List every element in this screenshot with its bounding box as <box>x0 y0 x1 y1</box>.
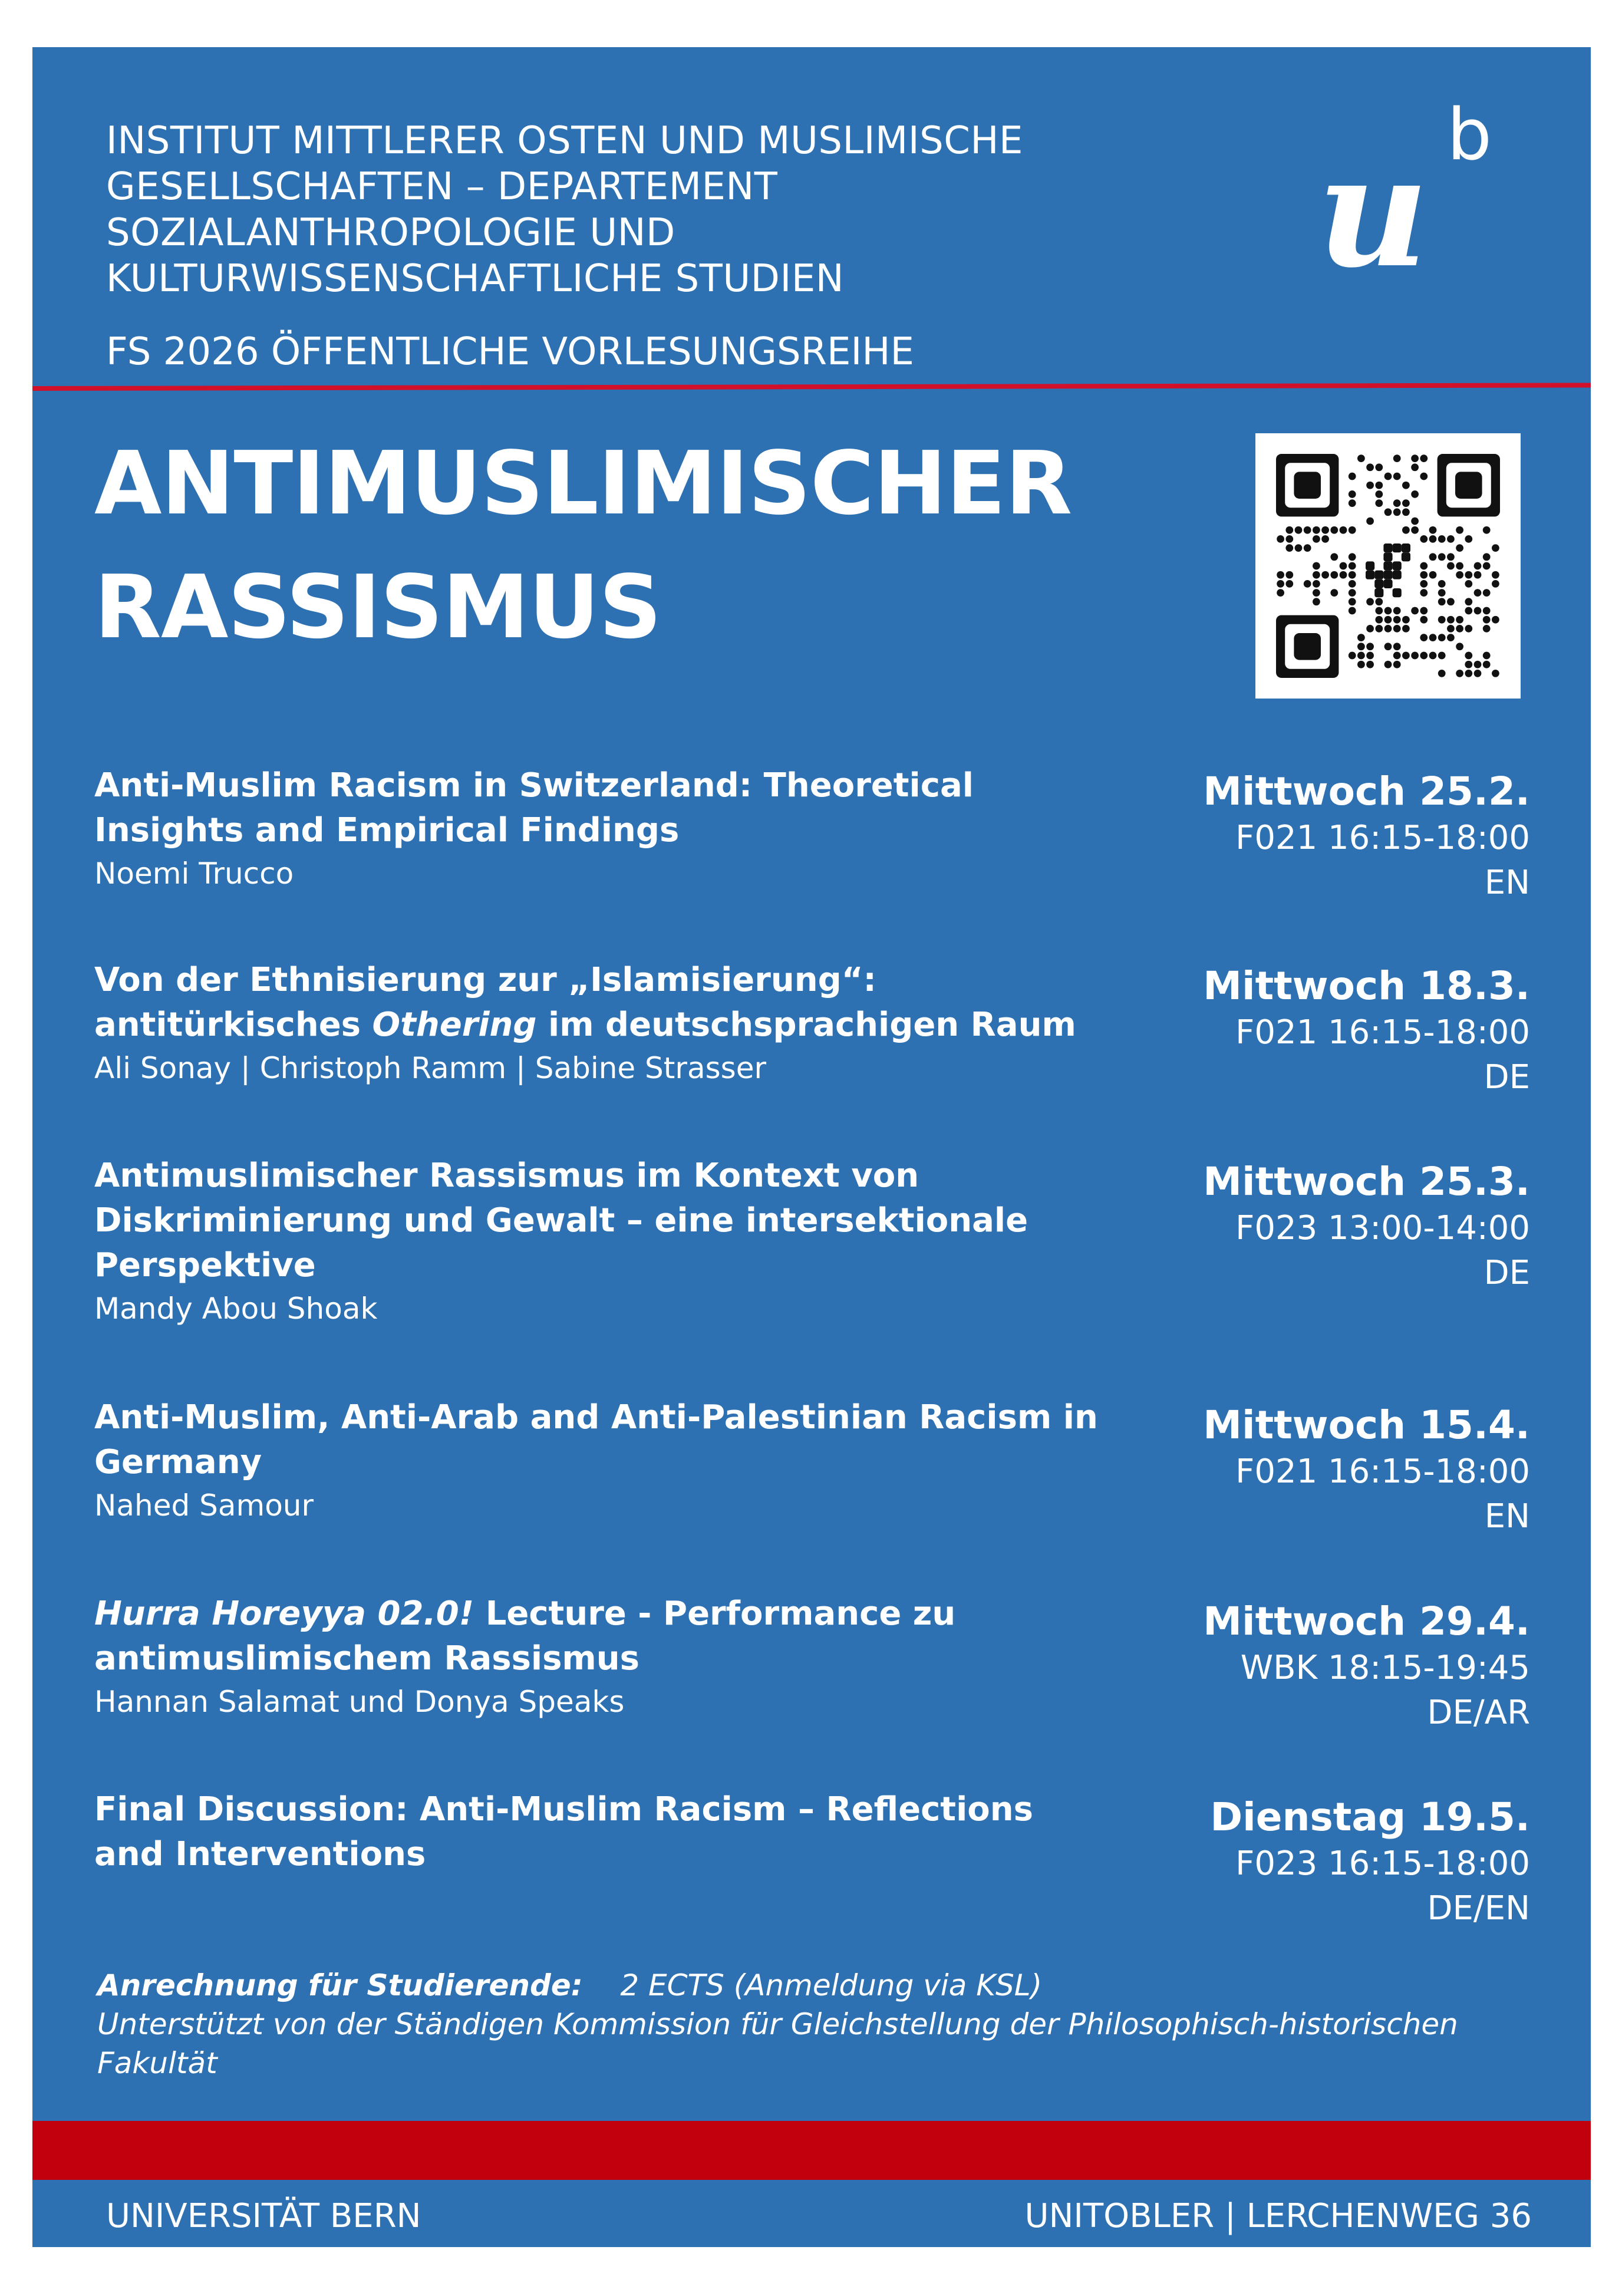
event-title-line: Insights and Empirical Findings <box>94 811 680 849</box>
event-title-line: and Interventions <box>94 1835 426 1873</box>
event-date <box>1117 1401 1530 1539</box>
university-bern-logo <box>1317 94 1512 302</box>
event-language: EN <box>1484 1497 1530 1536</box>
event-title-line: Anti-Muslim, Anti-Arab and Anti-Palestinian Racism in <box>94 1398 1098 1437</box>
event-item <box>94 958 1096 1089</box>
event-day: Mittwoch 29.4. <box>1203 1599 1530 1644</box>
page-title <box>94 421 1072 669</box>
event-day: Mittwoch 25.2. <box>1203 769 1530 814</box>
event-speakers: Ali Sonay | Christoph Ramm | Sabine Strasser <box>94 1051 767 1085</box>
event-title <box>94 1787 1096 1877</box>
event-title <box>94 763 1096 853</box>
event-date <box>1117 1158 1530 1296</box>
event-item <box>94 1395 1096 1526</box>
event-speakers: Mandy Abou Shoak <box>94 1292 378 1326</box>
event-item <box>94 763 1096 894</box>
event-title-line: Antimuslimischer Rassismus im Kontext von <box>94 1157 919 1195</box>
event-title <box>94 1592 1096 1681</box>
event-title-line: antimuslimischem Rassismus <box>94 1639 639 1678</box>
ects-label: Anrechnung für Studierende: <box>97 1968 583 2002</box>
event-room-time: F021 16:15-18:00 <box>1235 1013 1530 1052</box>
credit-note <box>97 1966 1541 2083</box>
event-speakers: Hannan Salamat und Donya Speaks <box>94 1685 625 1719</box>
institute-line: GESELLSCHAFTEN – DEPARTEMENT <box>106 165 778 209</box>
event-room-time: F023 16:15-18:00 <box>1235 1844 1530 1883</box>
title-line: RASSISMUS <box>94 556 661 658</box>
event-language: DE/EN <box>1427 1889 1530 1928</box>
event-title-line: antitürkisches Othering im deutschsprachigen Raum <box>94 1006 1076 1044</box>
logo-letter: u <box>1317 122 1429 302</box>
italic-term: Hurra Horeyya 02.0! <box>94 1595 474 1633</box>
institute-line: KULTURWISSENSCHAFTLICHE STUDIEN <box>106 257 845 301</box>
footer-address: UNITOBLER | LERCHENWEG 36 <box>1024 2197 1532 2235</box>
event-speakers: Noemi Trucco <box>94 857 294 891</box>
poster <box>32 47 1591 2247</box>
event-room-time: F021 16:15-18:00 <box>1235 1452 1530 1491</box>
event-room-time: WBK 18:15-19:45 <box>1240 1649 1530 1687</box>
footer-red-bar <box>32 2121 1591 2180</box>
ects-line <box>97 1966 1541 2005</box>
lecture-series-label: FS 2026 ÖFFENTLICHE VORLESUNGSREIHE <box>106 330 914 374</box>
event-date <box>1117 1597 1530 1735</box>
event-room-time: F023 13:00-14:00 <box>1235 1209 1530 1247</box>
event-date <box>1117 1793 1530 1931</box>
logo-superscript: b <box>1447 94 1492 176</box>
event-day: Dienstag 19.5. <box>1210 1794 1530 1840</box>
institute-name <box>106 118 1226 302</box>
event-item <box>94 1787 1096 1877</box>
event-item <box>94 1592 1096 1722</box>
support-line: Unterstützt von der Ständigen Kommission für Gleichstellung der Philosophisch-historischen Fakultät <box>97 2007 1458 2080</box>
event-title <box>94 1395 1096 1485</box>
title-line: ANTIMUSLIMISCHER <box>94 433 1072 534</box>
event-title-line: Hurra Horeyya 02.0! Lecture - Performance zu <box>94 1595 956 1633</box>
event-language: EN <box>1484 864 1530 902</box>
qr-code-with-dinosaur-icon <box>1276 454 1500 678</box>
event-date <box>1117 962 1530 1100</box>
ects-value: 2 ECTS (Anmeldung via KSL) <box>620 1968 1043 2002</box>
qr-code[interactable] <box>1255 433 1521 699</box>
event-title-line: Germany <box>94 1443 262 1481</box>
event-speakers: Nahed Samour <box>94 1488 314 1523</box>
event-day: Mittwoch 15.4. <box>1203 1402 1530 1448</box>
event-language: DE <box>1483 1058 1530 1096</box>
institute-line: INSTITUT MITTLERER OSTEN UND MUSLIMISCHE <box>106 119 1023 163</box>
event-title <box>94 1154 1096 1288</box>
italic-term: Othering <box>372 1006 537 1044</box>
event-title-line: Final Discussion: Anti-Muslim Racism – Reflections <box>94 1790 1033 1829</box>
event-day: Mittwoch 18.3. <box>1203 963 1530 1009</box>
event-title-line: Anti-Muslim Racism in Switzerland: Theoretical <box>94 766 974 805</box>
event-language: DE/AR <box>1427 1694 1530 1732</box>
footer-university: UNIVERSITÄT BERN <box>106 2197 421 2235</box>
event-title-line: Diskriminierung und Gewalt – eine intersektionale <box>94 1201 1028 1240</box>
event-title-line: Von der Ethnisierung zur „Islamisierung“: <box>94 961 876 999</box>
event-date <box>1117 767 1530 905</box>
event-item <box>94 1154 1096 1329</box>
header-divider <box>32 383 1591 391</box>
institute-line: SOZIALANTHROPOLOGIE UND <box>106 211 675 255</box>
event-language: DE <box>1483 1254 1530 1292</box>
event-title-line: Perspektive <box>94 1246 316 1284</box>
event-title <box>94 958 1096 1047</box>
event-room-time: F021 16:15-18:00 <box>1235 819 1530 857</box>
event-day: Mittwoch 25.3. <box>1203 1159 1530 1204</box>
